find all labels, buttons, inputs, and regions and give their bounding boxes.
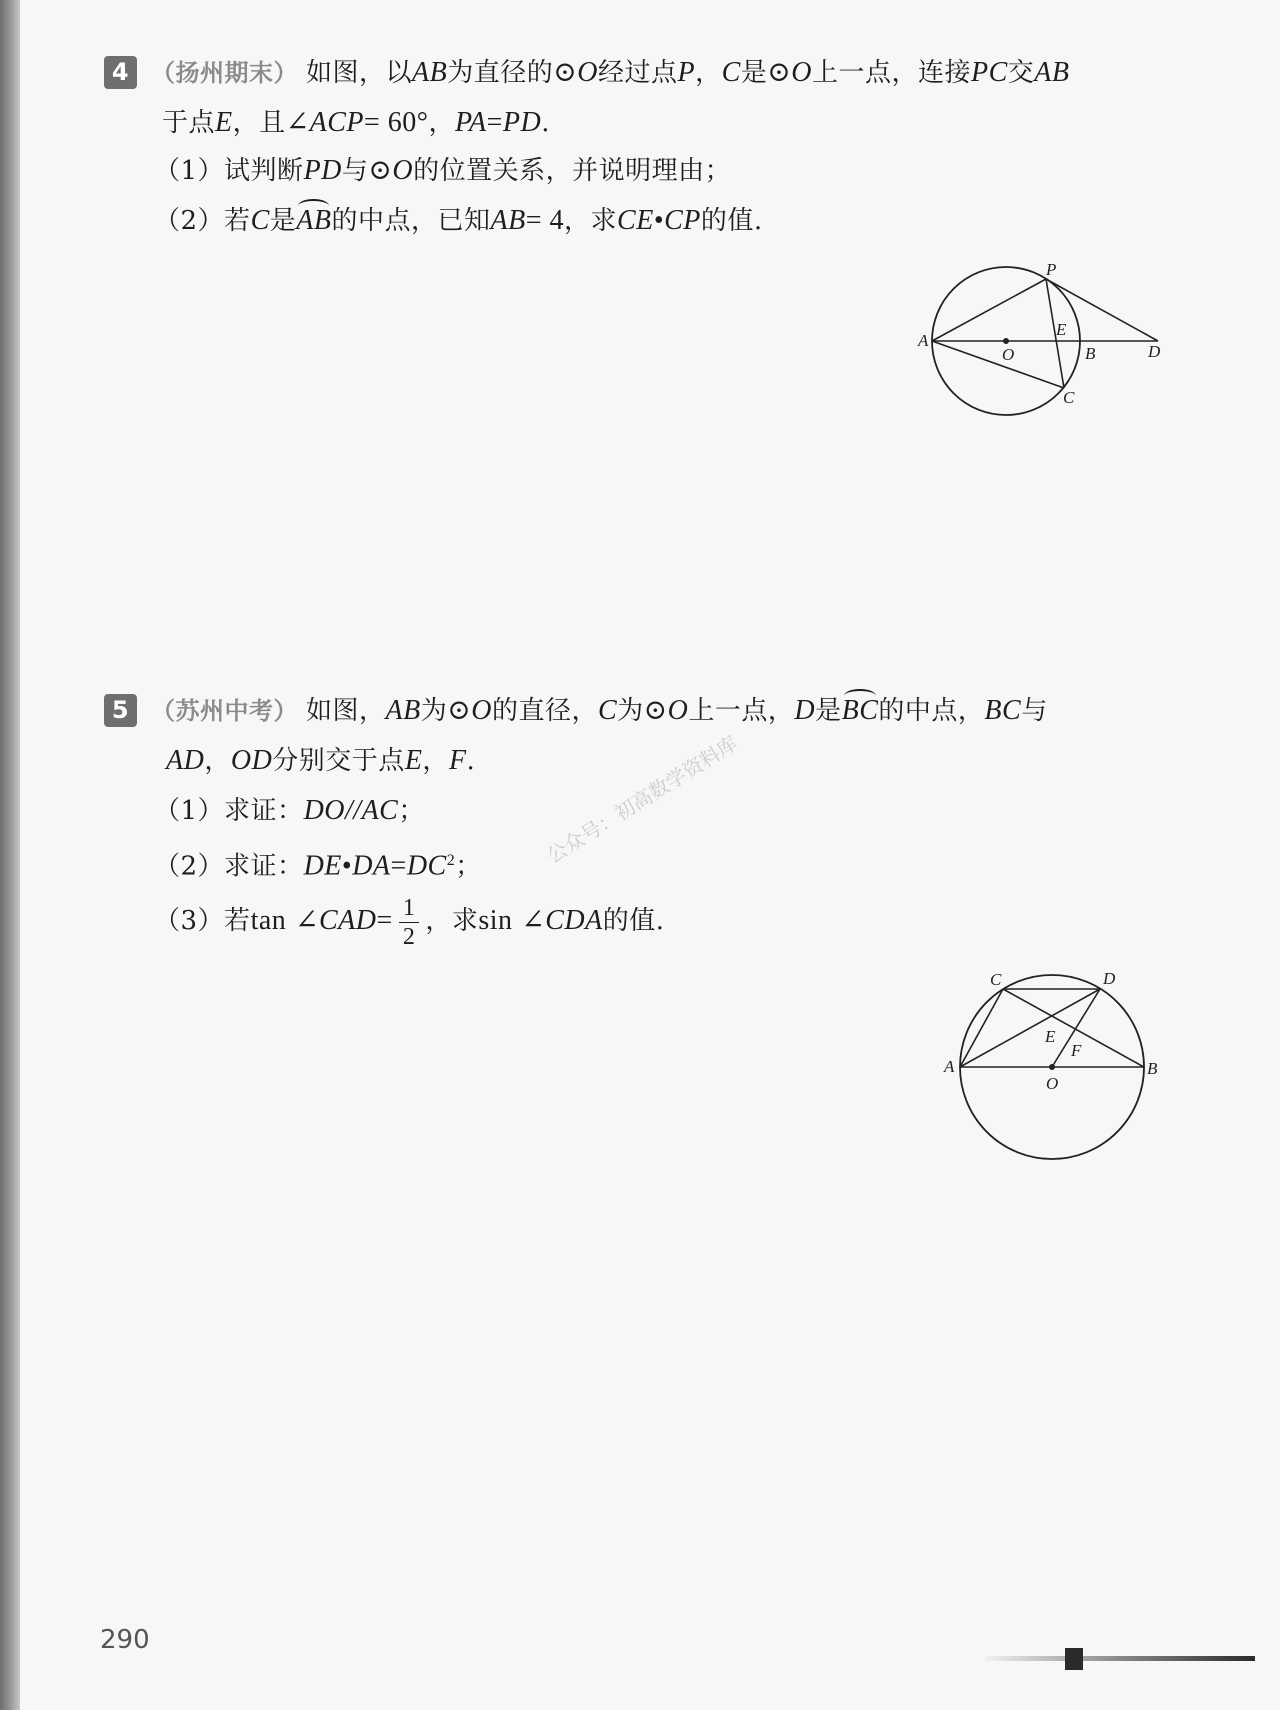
corner-tab [1065, 1648, 1083, 1670]
arc-notation: BC [842, 693, 879, 729]
label-o: O [1046, 1074, 1059, 1093]
math: F [448, 745, 467, 776]
math: AB [385, 695, 421, 726]
math: ∠CAD [295, 905, 377, 936]
question-label: （1） [154, 156, 225, 186]
text: 为直径的 [447, 58, 554, 88]
question-label: （2） [154, 851, 225, 882]
label-d: D [1103, 969, 1116, 988]
problem-5-line-1 [104, 693, 1048, 729]
math: AB [1034, 57, 1070, 88]
text: 为 [617, 696, 644, 726]
watermark: 公众号：初高数学资料库 [542, 731, 742, 868]
math: ∠CDA [521, 905, 603, 936]
text: 如图，以 [306, 58, 413, 88]
label-b: B [1085, 344, 1096, 363]
segment-ap [932, 279, 1046, 341]
text: 的值. [700, 206, 763, 236]
text: ， [204, 746, 231, 776]
problem-number-badge: 5 [104, 694, 137, 727]
segment-ac [932, 341, 1064, 388]
label-c: C [990, 970, 1002, 989]
text: ， [422, 746, 449, 776]
math: D [794, 695, 816, 726]
text: 经过点 [597, 58, 678, 88]
question-label: （3） [154, 906, 225, 936]
text: . [466, 746, 476, 776]
text: 的直径， [491, 696, 598, 726]
text: ； [455, 851, 482, 882]
label-d: D [1148, 342, 1161, 361]
math: sin [478, 905, 513, 936]
denominator: 2 [402, 923, 416, 950]
math: • [341, 850, 353, 882]
text: 的值. [602, 906, 665, 936]
problem-4-figure [910, 255, 1170, 425]
text: 试判断 [224, 156, 304, 186]
math: AB [490, 205, 526, 236]
text: 求证： [224, 796, 304, 826]
center-point [1049, 1064, 1055, 1070]
math: CP [664, 205, 701, 236]
math: ∠ACP [285, 107, 364, 138]
math: tan [250, 905, 287, 936]
math: ⊙O [643, 695, 689, 726]
math: PA [455, 107, 487, 138]
math: DA [352, 850, 391, 882]
label-e: E [1056, 320, 1067, 339]
arc-notation: AB [296, 203, 331, 239]
corner-bar [985, 1656, 1255, 1661]
problem-4-question-2 [154, 203, 763, 239]
label-p: P [1046, 260, 1057, 279]
text: ， [428, 108, 455, 138]
problem-5-question-3 [154, 893, 665, 951]
text: 是 [815, 696, 842, 726]
math: ⊙O [553, 57, 598, 88]
label-o: O [1002, 345, 1015, 364]
numerator: 1 [399, 894, 420, 923]
label-c: C [1063, 388, 1075, 407]
math: ⊙O [368, 155, 414, 186]
text: 若 [224, 906, 251, 936]
label-a: A [918, 331, 929, 350]
text: ； [398, 796, 425, 826]
page-corner-mark [985, 1648, 1255, 1668]
text: 交 [1007, 58, 1035, 88]
text: ，求 [425, 906, 479, 936]
text: 分别交于点 [272, 746, 405, 776]
math: PC [970, 57, 1008, 88]
problem-4-line-1 [104, 55, 1070, 91]
text: ，且 [232, 108, 286, 138]
math: // [345, 795, 362, 826]
fraction [399, 894, 420, 951]
text: 求证： [224, 851, 304, 882]
math: = [376, 905, 393, 936]
math: ⊙O [767, 57, 812, 88]
math: = [390, 850, 407, 882]
label-a: A [944, 1057, 955, 1076]
book-spine-edge [0, 0, 20, 1710]
page-number: 290 [100, 1625, 150, 1655]
center-point [1003, 338, 1009, 344]
math: E [215, 107, 233, 138]
math: ⊙O [447, 695, 492, 726]
math: = 60° [363, 107, 429, 138]
problem-4-question-1 [154, 153, 731, 189]
math: DC [406, 850, 447, 882]
text: 的位置关系，并说明理由； [413, 156, 732, 186]
math: OD [230, 745, 273, 776]
math: C [597, 695, 618, 726]
math: BC [984, 695, 1022, 726]
math: PD [502, 107, 542, 138]
text: 如图， [306, 696, 386, 726]
text: 是 [740, 58, 768, 88]
label-e: E [1045, 1027, 1056, 1046]
math: CE [617, 205, 654, 236]
problem-4-line-2 [162, 105, 550, 141]
problem-number-badge: 4 [104, 56, 137, 89]
question-label: （2） [154, 206, 225, 236]
text: 的中点， [878, 696, 985, 726]
math: AC [361, 795, 399, 826]
math: AB [412, 57, 448, 88]
text: 的中点，已知 [331, 206, 491, 236]
text: 为 [420, 696, 448, 726]
problem-5-line-2 [166, 743, 475, 779]
math: = [486, 107, 503, 138]
math: = 4 [525, 205, 565, 236]
math: P [677, 57, 696, 88]
problem-source: （扬州期末） [151, 59, 298, 87]
text: 与 [341, 156, 369, 186]
math: • [653, 205, 665, 236]
text: 于点 [162, 108, 216, 138]
label-f: F [1071, 1041, 1082, 1060]
problem-source: （苏州中考） [151, 697, 298, 725]
math: PD [303, 155, 342, 186]
text: 是 [269, 206, 297, 236]
problem-5-question-1 [154, 793, 425, 829]
question-label: （1） [154, 796, 225, 826]
problem-5-figure [935, 960, 1165, 1160]
problem-5-question-2 [154, 843, 482, 885]
math: E [404, 745, 423, 776]
text: . [541, 108, 550, 138]
math: DO [303, 795, 346, 826]
math: AD [166, 745, 205, 776]
text: ， [695, 58, 722, 88]
text: 上一点，连接 [811, 58, 971, 88]
math: DE [303, 850, 342, 882]
text: 与 [1021, 696, 1048, 726]
text: 若 [224, 206, 251, 236]
text: 上一点， [688, 696, 795, 726]
math: C [250, 205, 270, 236]
math: C [721, 57, 741, 88]
math: 2 [446, 852, 456, 869]
label-b: B [1147, 1059, 1158, 1078]
text: ，求 [564, 206, 618, 236]
